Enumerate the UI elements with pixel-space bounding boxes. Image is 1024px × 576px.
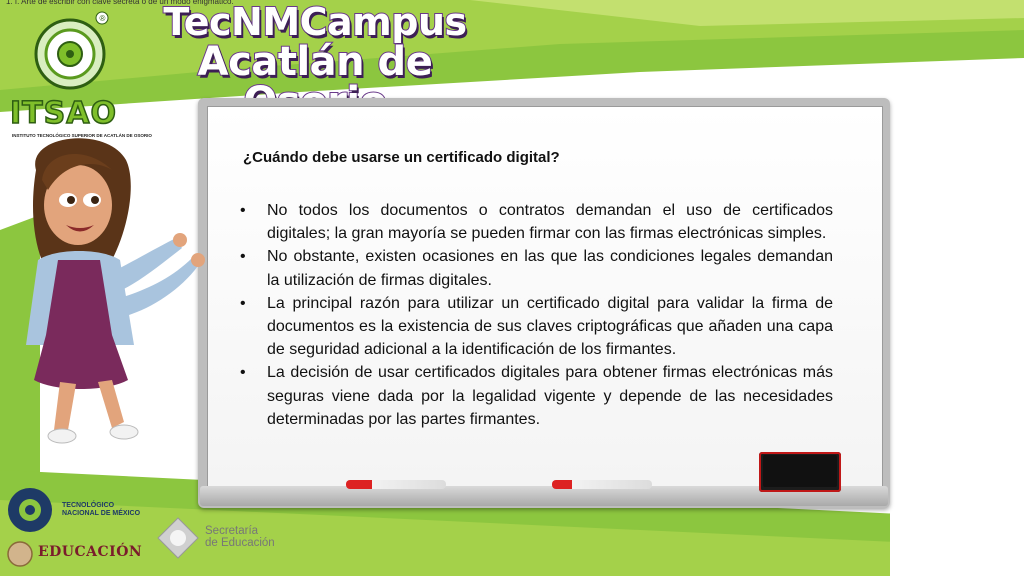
definition-note: 1. f. Arte de escribir con clave secreta o de un modo enigmático.	[6, 0, 234, 6]
marker-red-1	[346, 480, 446, 489]
marker-red-2	[552, 480, 652, 489]
tecnm-label-line1: TECNOLÓGICO	[62, 502, 115, 509]
list-item-text: La decisión de usar certificados digitales para obtener firmas electrónicas más seguras viene dada por la legalidad vigente y depende de las necesidades determinadas por las partes firmantes.	[267, 364, 833, 428]
campus-title-line2: Acatlán de	[197, 39, 433, 85]
sep-label-line1: Secretaría	[205, 525, 259, 537]
answer-list	[240, 199, 833, 431]
sep-label-line2: de Educación	[205, 537, 275, 549]
list-item	[240, 292, 833, 362]
sep-diamond-logo-icon	[156, 516, 200, 560]
tecnm-gear-logo-icon	[4, 484, 56, 536]
itsao-wordmark: ITSAO	[10, 96, 117, 131]
svg-text:®: ®	[99, 14, 106, 23]
bullet-icon: •	[240, 202, 246, 219]
campus-title-line1: TecNMCampus	[163, 0, 467, 44]
bullet-icon: •	[240, 294, 246, 312]
itsao-logo	[4, 8, 152, 138]
list-item-text: No obstante, existen ocasiones en las que las condiciones legales demandan la utilización de firmas digitales.	[267, 248, 833, 289]
eraser-pad	[763, 455, 837, 487]
itsao-subtitle: INSTITUTO TECNOLÓGICO SUPERIOR DE ACATLÁN DE OSORIO	[12, 133, 152, 138]
tecnm-label-line2: NACIONAL DE MÉXICO	[62, 510, 141, 517]
peacock-emblem-icon	[4, 8, 144, 98]
list-item-text: La principal razón para utilizar un certificado digital para validar la firma de documentos es la existencia de sus claves criptográficas que añaden una capa de seguridad adicional a la identificación de los firmantes.	[267, 294, 833, 359]
educacion-label: EDUCACIÓN	[38, 544, 143, 560]
list-item	[240, 199, 833, 245]
sep-label	[205, 525, 275, 549]
mexico-seal-icon	[6, 540, 34, 568]
list-item	[240, 245, 833, 291]
list-item-text: No todos los documentos o contratos demandan el uso de certificados digitales; la gran mayoría se pueden firmar con las firmas electrónicas simples.	[267, 202, 833, 243]
bullet-icon: •	[240, 364, 246, 382]
tecnm-label	[62, 502, 140, 518]
question-heading: ¿Cuándo debe usarse un certificado digital?	[243, 149, 560, 166]
bullet-icon: •	[240, 248, 246, 266]
list-item	[240, 361, 833, 431]
teacher-avatar-illustration	[16, 130, 216, 460]
